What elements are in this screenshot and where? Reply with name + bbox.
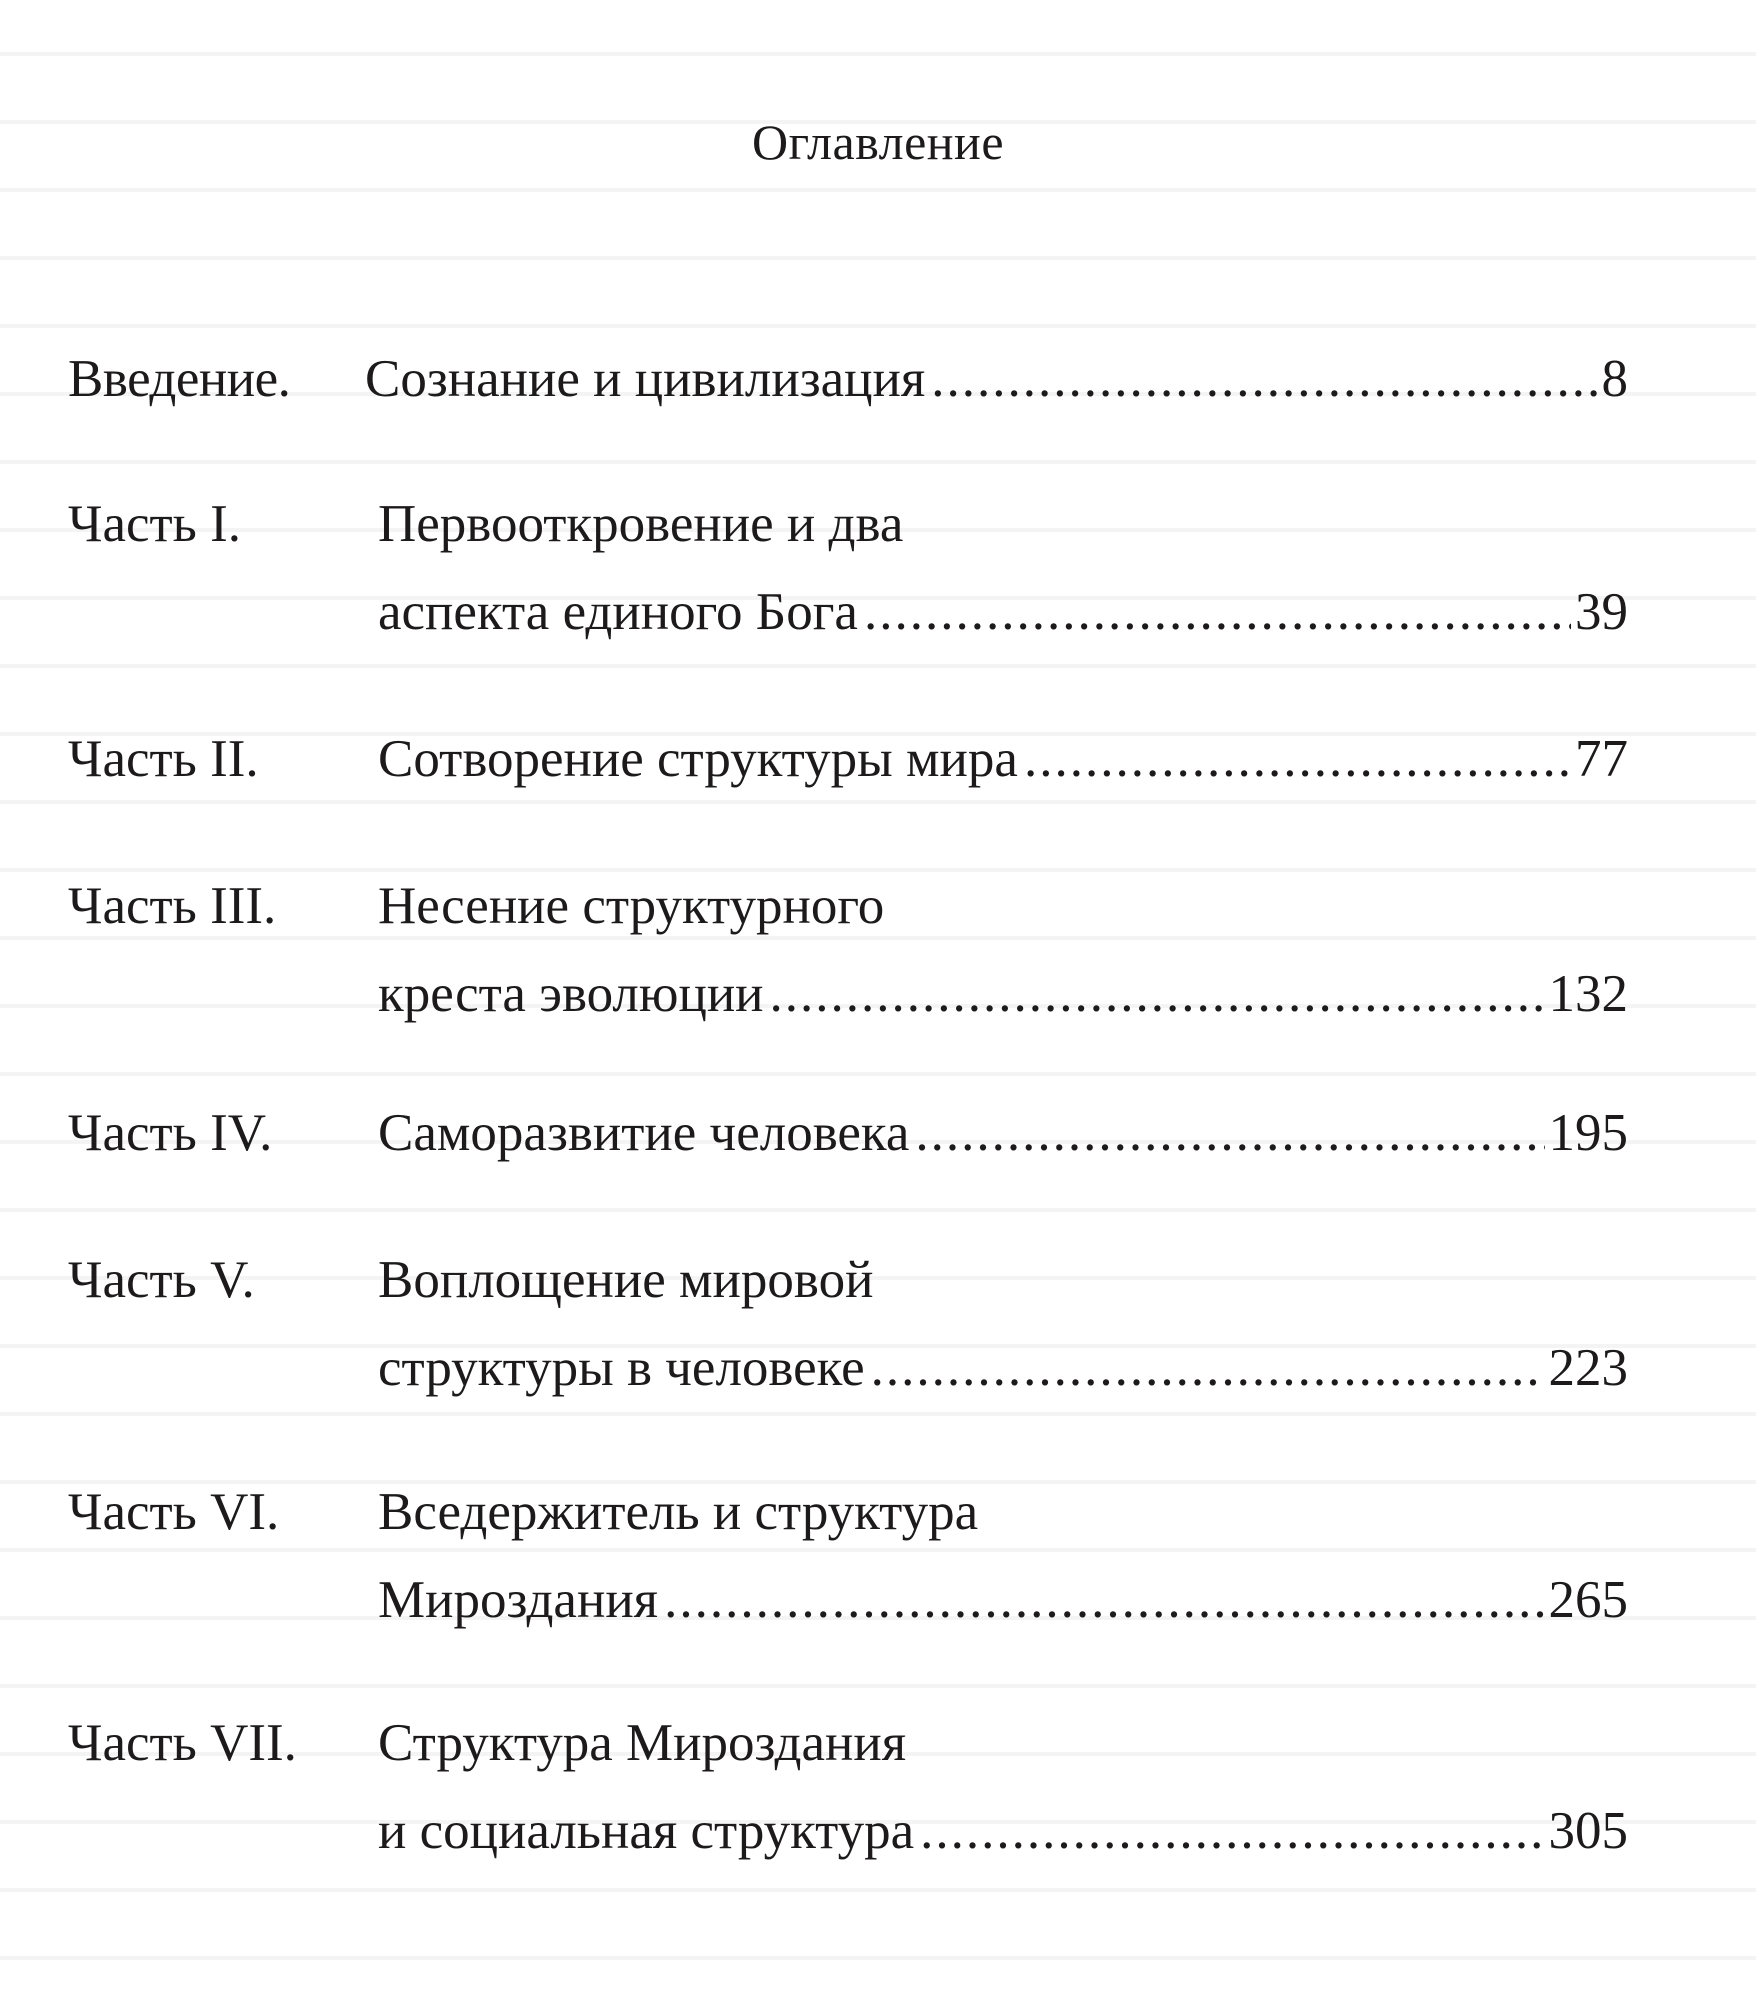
dot-leader [915,1089,1544,1177]
toc-page-number: 39 [1575,583,1628,641]
toc-entry-label: Часть IV. [68,1104,273,1162]
toc-entry-label: Введение. [68,350,291,408]
toc-entry-title-continued: аспекта единого Бога [378,583,858,641]
toc-entry-part-2 [68,715,1628,803]
toc-entry-label: Часть VII. [68,1714,297,1772]
toc-entry-part-6 [68,1468,1628,1644]
page-title: Оглавление [751,114,1005,170]
toc-entry-introduction [68,335,1628,423]
toc-page-number: 132 [1548,965,1628,1023]
toc-entry-title: Сознание и цивилизация [365,350,926,408]
toc-page-number: 77 [1575,730,1628,788]
toc-page-number: 195 [1548,1104,1628,1162]
toc-entry-title: Структура Мироздания [378,1714,907,1772]
toc-entry-label: Часть VI. [68,1483,280,1541]
toc-page-number: 305 [1548,1802,1628,1860]
toc-page-number: 265 [1548,1571,1628,1629]
toc-entry-part-5 [68,1236,1628,1412]
dot-leader [920,1787,1544,1875]
toc-entry-part-7 [68,1699,1628,1875]
toc-entry-title: Саморазвитие человека [378,1104,910,1162]
toc-entry-title-continued: Мироздания [378,1571,659,1629]
dot-leader [664,1556,1544,1644]
toc-entry-part-1 [68,480,1628,656]
toc-entry-part-3 [68,862,1628,1038]
toc-entry-part-4 [68,1089,1628,1177]
toc-entry-label: Часть I. [68,495,241,553]
toc-entry-title-continued: креста эволюции [378,965,764,1023]
dot-leader [871,1324,1545,1412]
toc-entry-title: Первооткровение и два [378,495,904,553]
dot-leader [931,335,1597,423]
toc-entry-label: Часть V. [68,1251,255,1309]
dot-leader [864,568,1571,656]
toc-page-number: 8 [1601,350,1628,408]
toc-entry-title-continued: и социальная структура [378,1802,915,1860]
toc-entry-label: Часть II. [68,730,259,788]
toc-entry-label: Часть III. [68,877,277,935]
toc-page-number: 223 [1548,1339,1628,1397]
toc-entry-title: Несение структурного [378,877,885,935]
dot-leader [1024,715,1571,803]
dot-leader [770,950,1545,1038]
toc-entry-title-continued: структуры в человеке [378,1339,865,1397]
toc-entry-title: Сотворение структуры мира [378,730,1018,788]
toc-entry-title: Вседержитель и структура [378,1483,979,1541]
toc-entry-title: Воплощение мировой [378,1251,874,1309]
